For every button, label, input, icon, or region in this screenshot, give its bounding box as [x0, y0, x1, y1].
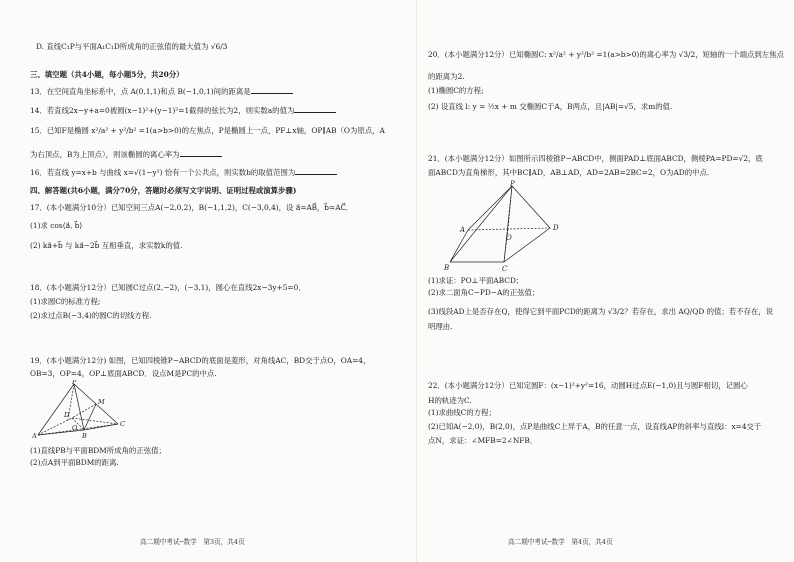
question-15-line1: 15．已知F是椭圆 x²/a² + y²/b² =1(a>b>0)的左焦点，P是椭圆上一点，PF⊥x轴，OP∥AB（O为原点，A	[30, 126, 385, 135]
question-13: 13．在空间直角坐标系中，点 A(0,1,1)和点 B(−1,0,1)间的距离是	[30, 86, 293, 96]
page-footer-3: 高二期中考试─数学 第3页，共4页	[140, 538, 245, 546]
question-18: 18．(本小题满分12分）已知圆C过点(2,−2)，(−3,1)，圆心在直线2x−3y+5=0．	[30, 283, 306, 292]
label-B: B	[82, 432, 87, 440]
page-footer-4: 高二期中考试─数学 第4页，共4页	[508, 538, 613, 546]
label-M: M	[98, 398, 105, 406]
question-19-part1: (1)直线PB与平面BDM所成角的正弦值；	[30, 446, 166, 455]
section-4-heading: 四、解答题(共6小题，满分70分，答题时必须写文字说明、证明过程或演算步骤)	[30, 186, 297, 195]
question-18-part2: (2)求过点B(−3,4)的圆C的切线方程.	[30, 311, 152, 320]
label-C: C	[120, 420, 125, 428]
question-17-part1: (1)求 cos⟨a⃗, b⃗⟩	[30, 221, 83, 230]
label-O: O	[506, 234, 512, 242]
question-21-part3: (3)线段AD上是否存在Q，使得它到平面PCD的距离为 √3/2？若存在，求出 AQ/QD 的值；若不存在，说	[428, 307, 774, 316]
page-3	[30, 0, 408, 562]
question-22-part2-line1: (2)已知A(−2,0)，B(2,0)，点P是曲线C上异于A，B的任意一点，设直线AP的斜率与直线l：x=4交于	[428, 422, 762, 431]
question-14: 14．若直线2x−y+a=0被圆(x−1)²+(y−1)²=1截得的弦长为2，则实数a的值为	[30, 105, 336, 115]
question-21-part3-cont: 明理由.	[428, 322, 453, 331]
question-19-line2: OB=3，OP=4，OP⊥底面ABCD．设点M是PC的中点.	[30, 369, 217, 378]
question-22-line1: 22．(本小题满分12分）已知定圆F：(x−1)²+y²=16，动圆H过点E(−1,0)且与圆F相切，记圆心	[428, 381, 748, 390]
label-A: A	[460, 226, 466, 234]
label-D: D	[553, 224, 559, 232]
option-d: D. 直线C₁P与平面A₁C₁D所成角的正弦值的最大值为 √6/3	[36, 42, 228, 51]
question-19-line1: 19．(本小题满分12分) 如图，已知四棱锥P−ABCD的底面是菱形，对角线AC，BD交于点O，OA=4，	[30, 356, 371, 365]
label-A: A	[32, 432, 37, 440]
question-16: 16．若直线 y=x+b 与曲线 x=√(1−y²) 恰有一个公共点，则实数b的取值范围为	[30, 167, 337, 177]
label-C: C	[502, 265, 508, 272]
question-21-line1: 21．(本小题满分12分）如图所示四棱锥P−ABCD中，侧面PAD⊥底面ABCD，侧棱PA=PD=√2，底	[428, 154, 763, 163]
label-P: P	[510, 180, 515, 188]
label-B: B	[444, 264, 450, 272]
question-19-part2: (2)点A到平面BDM的距离.	[30, 458, 119, 467]
question-18-part1: (1)求圆C的标准方程;	[30, 297, 101, 306]
page-4	[428, 0, 784, 562]
question-15-line2: 为右顶点，B为上顶点），则该椭圆的离心率为	[30, 149, 222, 159]
section-3-heading: 三、填空题（共4小题，每小题5分，共20分）	[30, 70, 184, 79]
label-D: D	[64, 411, 70, 419]
question-20-line1: 20．(本小题满分12分）已知椭圆C: x²/a² + y²/b² =1(a>b>0)的离心率为 √3/2，短轴的一个端点到左焦点	[428, 50, 784, 59]
question-22-part2-line2: 点N，求证：∠MFB=2∠NFB．	[428, 436, 538, 445]
question-22-line2: H的轨迹为C.	[428, 396, 472, 405]
question-22-part1: (1)求曲线C的方程；	[428, 408, 496, 417]
label-P: P	[72, 380, 77, 386]
question-17: 17．(本小题满分10分）已知空间三点A(−2,0,2)，B(−1,1,2)，C(−3,0,4)，设 a⃗=AB⃗，b⃗=AC⃗．	[30, 203, 354, 212]
question-21-line2: 面ABCD为直角梯形，其中BC∥AD，AB⊥AD，AD=2AB=2BC=2，O为AD的中点.	[428, 168, 710, 177]
center-fold	[416, 0, 417, 562]
question-20-part2: (2) 设直线 l: y = ½x + m 交椭圆C于A，B两点，且|AB|=√5，求m的值.	[428, 102, 673, 111]
label-O: O	[72, 424, 78, 432]
question-17-part2: (2) ka⃗+b⃗ 与 ka⃗−2b⃗ 互相垂直，求实数k的值.	[30, 241, 183, 250]
pyramid-figure-21	[442, 180, 572, 272]
pyramid-figure-19	[32, 380, 132, 442]
question-20-line2: 的距离为2.	[428, 72, 465, 81]
question-20-part1: (1)椭圆C的方程;	[428, 86, 484, 95]
question-21-part1: (1)求证：PO⊥平面ABCD；	[428, 276, 524, 285]
question-21-part2: (2)求二面角C−PD−A的正弦值；	[428, 288, 540, 297]
